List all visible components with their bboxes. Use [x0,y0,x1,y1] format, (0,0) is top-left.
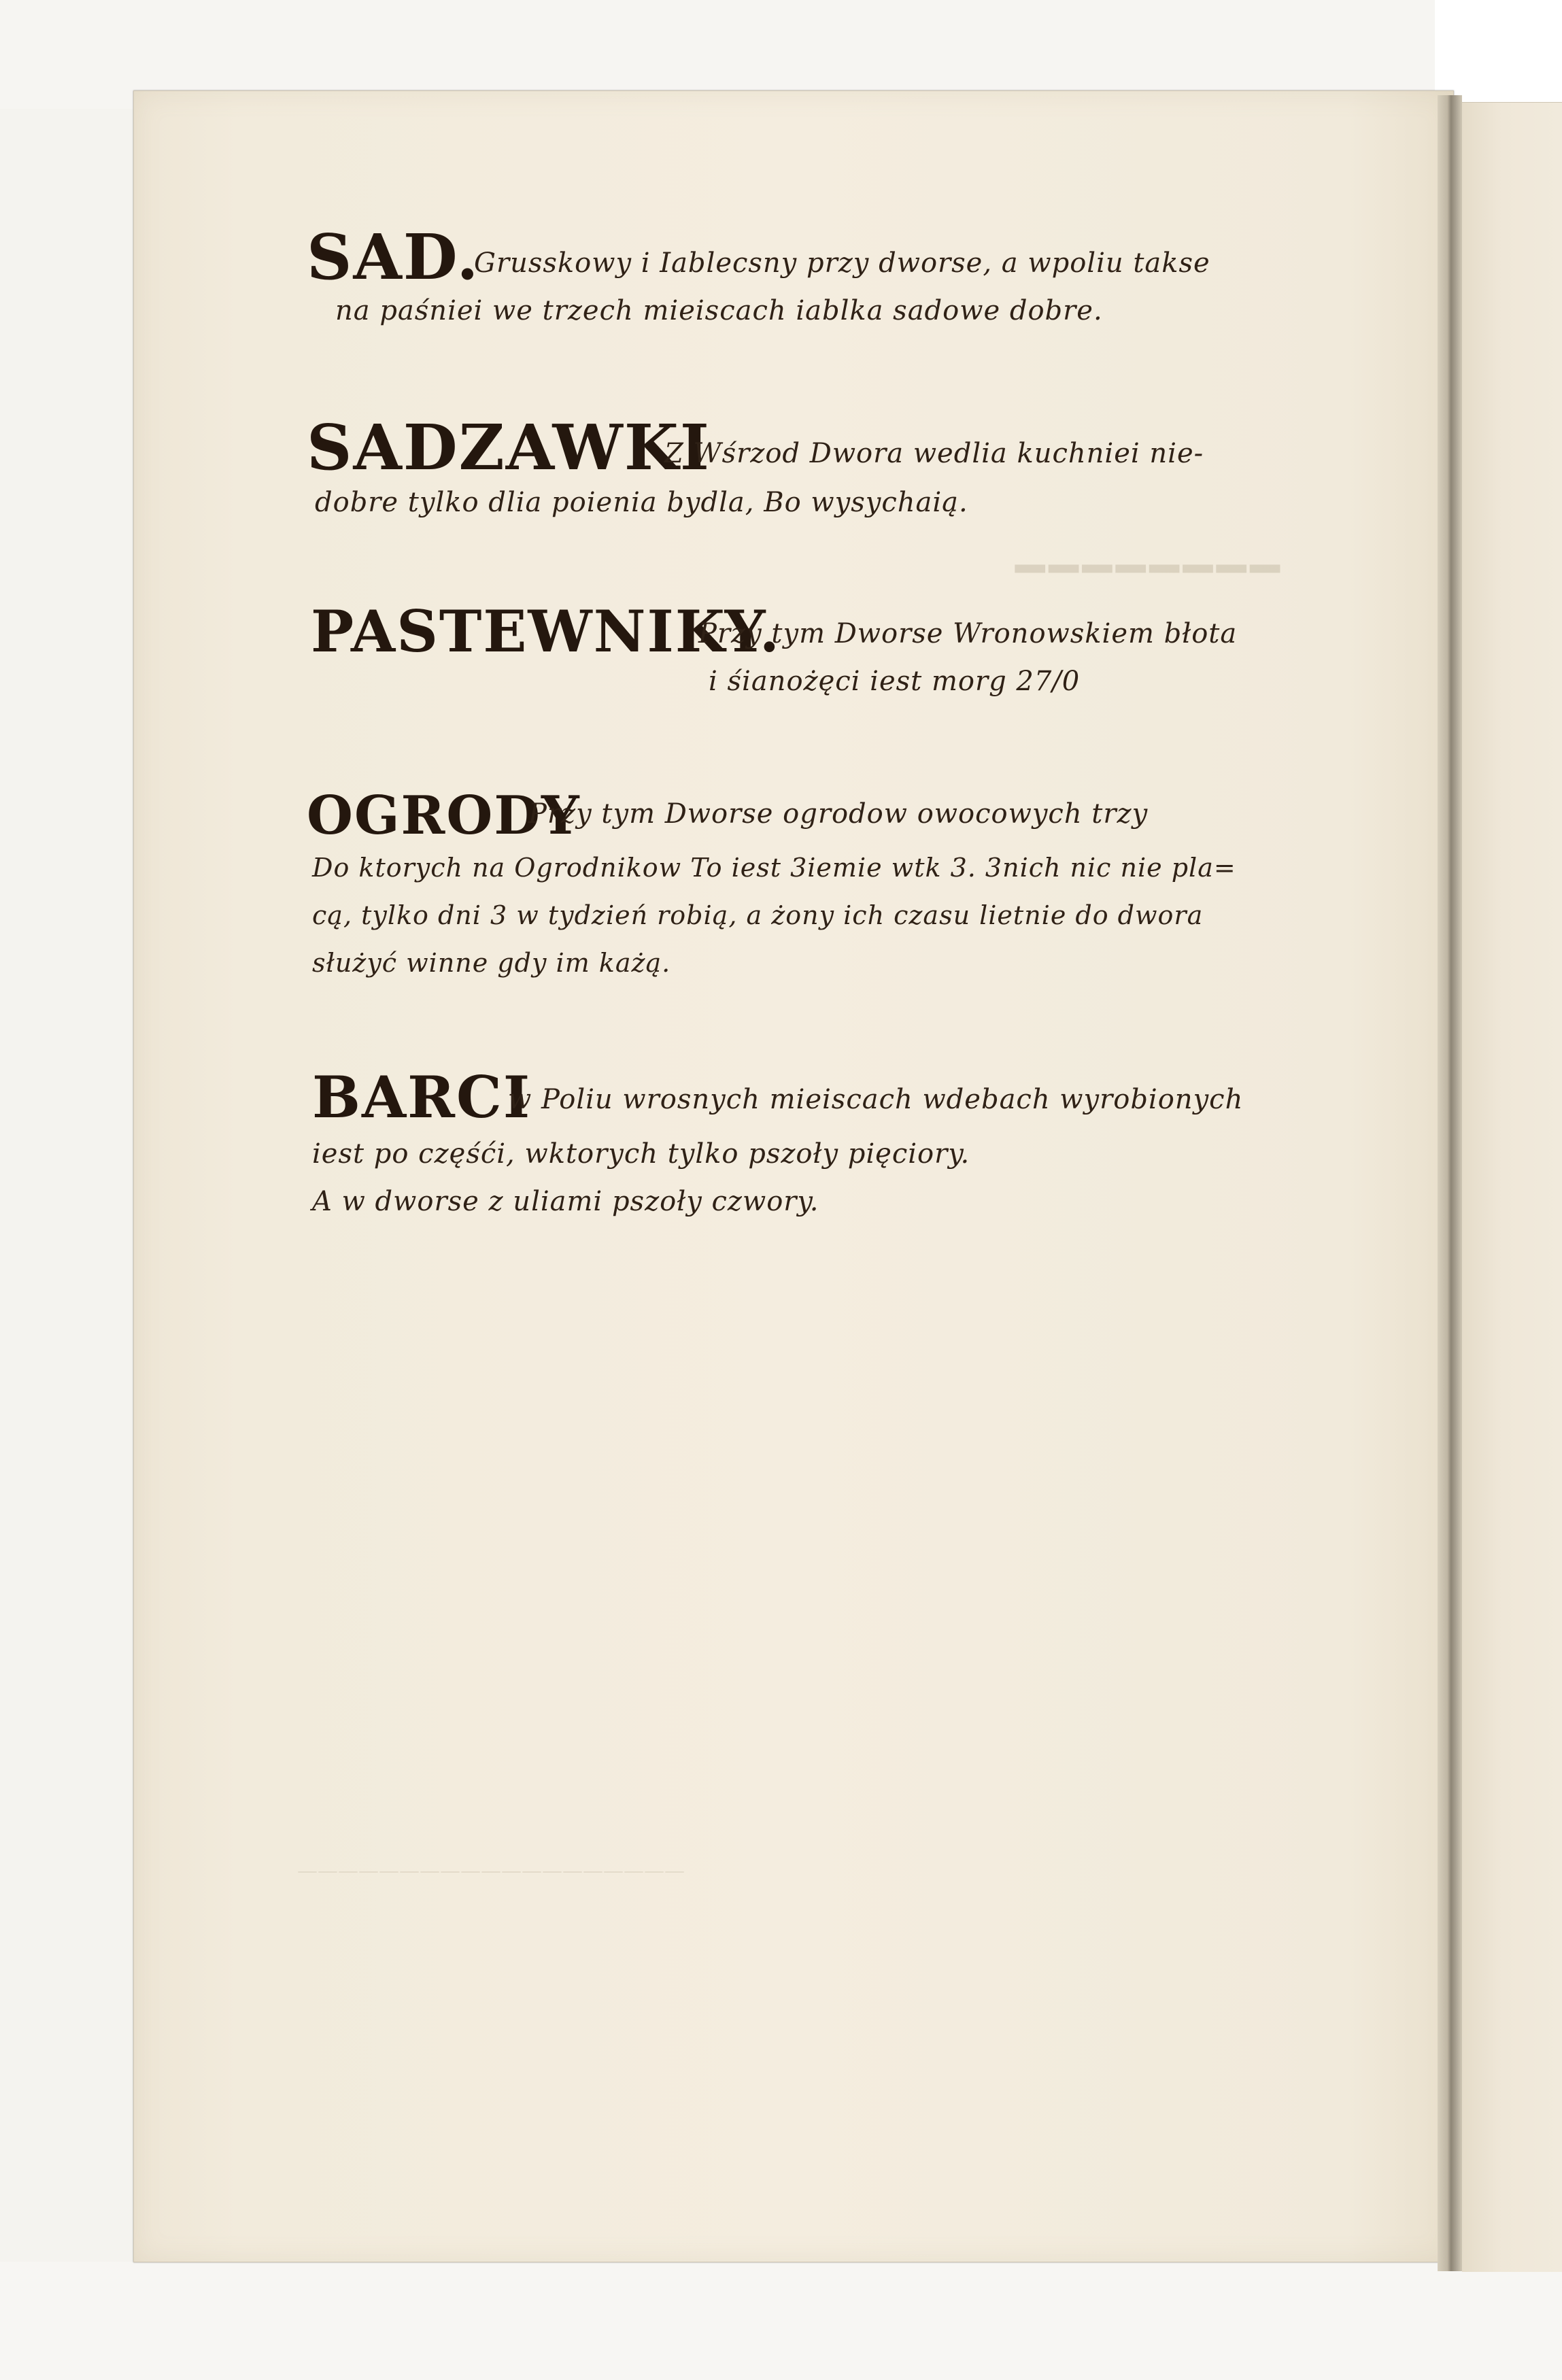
section-text-line: służyć winne gdy im każą. [312,948,671,978]
section-heading: BARCI [312,1064,532,1131]
section-text-line: na paśniei we trzech mieiscach iablka sadowe dobre. [335,295,1103,326]
section-text-line: dobre tylko dlia poienia bydla, Bo wysychaią. [315,487,968,518]
section-text-line: Przy tym Dworse ogrodow owocowych trzy [528,798,1149,830]
section-heading: PASTEWNIKY. [311,598,781,665]
section-text-line: cą, tylko dni 3 w tydzień robią, a żony ich czasu lietnie do dwora [312,900,1204,930]
scan-background-corner [1435,0,1562,109]
section-text-line: Grusskowy i Iablecsny przy dworse, a wpoliu takse [474,248,1210,279]
section-text-line: Z Wśrzod Dwora wedlia kuchniei nie- [664,438,1204,469]
section-text-line: w Poliu wrosnych mieiscach wdebach wyrobionych [508,1084,1244,1115]
manuscript-page [133,90,1454,2262]
section-text-line: iest po częśći, wktorych tylko pszoły pięciory. [312,1138,970,1170]
section-text-line: i śianożęci iest morg 27/0 [709,666,1081,697]
section-text-line: Do ktorych na Ogrodnikow To iest 3iemie wtk 3. 3nich nic nie pla= [312,853,1236,883]
show-through-heading: ━━━━━━━━ [1011,540,1280,597]
scan-background-bottom [0,2262,1562,2380]
section-heading: SAD. [307,220,480,294]
show-through-lines: ——————————————————— [297,1859,685,1883]
section-heading: SADZAWKI [307,411,711,484]
section-text-line: A w dworse z uliami pszoły czwory. [312,1186,819,1217]
section-heading: OGRODY [307,785,581,847]
section-text-line: Przy tym Dworse Wronowskiem błota [698,618,1238,649]
facing-page-edge [1462,102,1562,2272]
book-gutter [1438,95,1462,2271]
